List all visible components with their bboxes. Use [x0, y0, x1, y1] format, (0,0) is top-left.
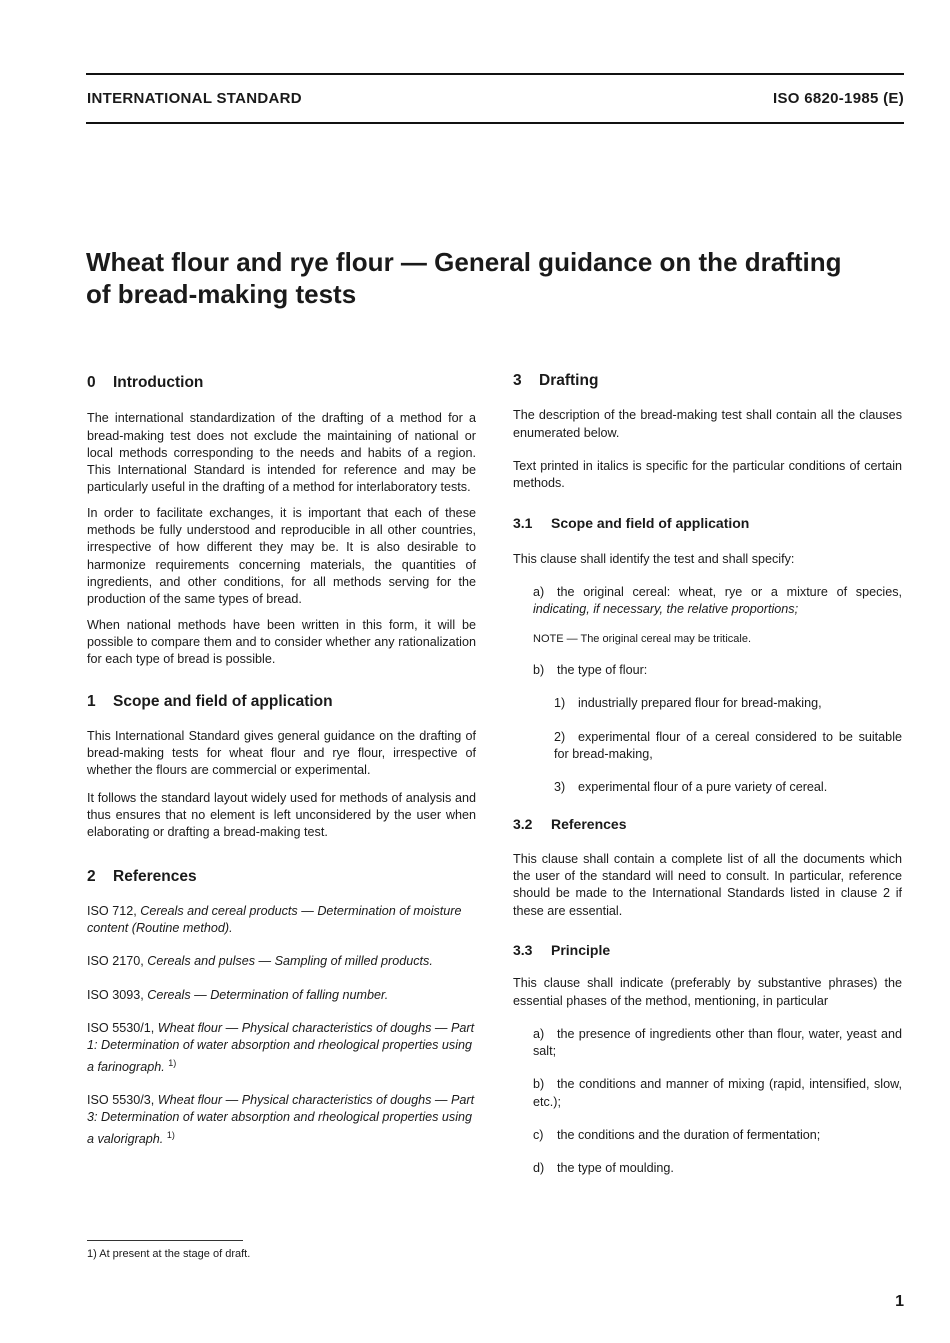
section-number: 3.3	[513, 941, 533, 958]
section-title: Scope and field of application	[551, 515, 750, 532]
section-title: References	[113, 867, 197, 885]
reference-item: ISO 5530/1, Wheat flour — Physical characteristics of doughs — Part 1: Determination of water absorption and rheological properties using a farinograph. $^{1)}$	[87, 1021, 475, 1074]
list-item: d) the type of moulding.	[533, 1161, 674, 1176]
right-column	[513, 372, 902, 1178]
references-clause-paragraph: This clause shall contain a complete list of all the documents which the user of the standard will need to consult. In particular, reference should be made to the International Standards listed in clause 2 if these are essential.	[513, 851, 902, 918]
drafting-paragraph-1: The description of the bread-making test shall contain all the clauses enumerated below.	[513, 408, 902, 440]
footnote-marker: 1)	[168, 1057, 177, 1068]
section-1-heading	[87, 693, 476, 710]
section-number: 3.1	[513, 515, 533, 532]
principle-intro: This clause shall indicate (preferably by substantive phrases) the essential phases of the method, mentioning, in particular	[513, 976, 902, 1008]
intro-paragraph-1: The international standardization of the drafting of a method for a bread-making test does not exclude the maintaining of national or local methods corresponding to the needs and habits of a region. This International Standard is intended for reference and may be particularly useful in the drafting of a method for interlaboratory tests.	[87, 411, 476, 495]
list-item-b: b) the type of flour:	[533, 662, 648, 677]
scope-paragraph-2: It follows the standard layout widely used for methods of analysis and thus ensures that no element is left unconsidered by the user when elaborating or drafting a bread-making test.	[87, 790, 476, 840]
list-item: c) the conditions and the duration of fermentation;	[533, 1128, 821, 1143]
note: NOTE — The original cereal may be triticale.	[533, 632, 752, 645]
section-title: Drafting	[539, 372, 599, 389]
section-3-heading	[513, 372, 902, 389]
header-bottom-rule	[86, 122, 904, 124]
section-title: Introduction	[113, 374, 204, 391]
section-3-3-heading	[513, 942, 902, 959]
reference-item: ISO 3093, Cereals — Determination of falling number.	[87, 987, 389, 1002]
section-title: Scope and field of application	[113, 693, 333, 711]
list-item: b) the conditions and manner of mixing (rapid, intensified, slow, etc.);	[533, 1077, 902, 1109]
footnote-rule	[87, 1240, 243, 1241]
section-number: 2	[87, 867, 96, 885]
reference-item: ISO 2170, Cereals and pulses — Sampling of milled products.	[87, 954, 433, 969]
footnote-marker: 1)	[166, 1129, 175, 1140]
section-number: 1	[87, 693, 96, 711]
intro-paragraph-2: In order to facilitate exchanges, it is important that each of these methods be fully understood and reproducible in all other countries, irrespective of how different they may be. It is also desirable to harmonize requirements concerning materials, the quantities of ingredients, and other conditions, for all methods serving for the production of the same types of bread.	[87, 505, 476, 607]
left-column	[87, 372, 476, 1148]
section-number: 3	[513, 372, 522, 389]
intro-paragraph-3: When national methods have been written in this form, it will be possible to compare them and to consider whether any rationalization for each type of bread is possible.	[87, 617, 476, 667]
section-3-2-heading	[513, 816, 902, 833]
reference-item: ISO 712, Cereals and cereal products — Determination of moisture content (Routine method).	[87, 903, 462, 936]
scope-intro: This clause shall identify the test and shall specify:	[513, 551, 795, 566]
standard-number: ISO 6820-1985 (E)	[772, 90, 904, 107]
section-2-heading	[87, 868, 476, 885]
scope-paragraph-1: This International Standard gives general guidance on the drafting of bread-making tests for wheat flour and rye flour, irrespective of whether the flours are commercial or experimental.	[87, 728, 476, 778]
page-number: 1	[895, 1293, 904, 1310]
document-title: Wheat flour and rye flour — General guidance on the drafting of bread-making tests	[86, 247, 842, 309]
header-top-rule	[86, 73, 904, 75]
list-item-a: a) the original cereal: wheat, rye or a mixture of species, indicating, if necessary, the relative proportions;	[533, 585, 902, 617]
drafting-paragraph-2: Text printed in italics is specific for the particular conditions of certain methods.	[513, 458, 902, 491]
section-0-heading	[87, 374, 476, 391]
sub-list-item: 2) experimental flour of a cereal considered to be suitable for bread-making,	[554, 729, 902, 761]
list-item: a) the presence of ingredients other than flour, water, yeast and salt;	[533, 1026, 902, 1059]
section-title: References	[551, 816, 627, 833]
sub-list-item: 3) experimental flour of a pure variety of cereal.	[554, 780, 828, 795]
header-label: INTERNATIONAL STANDARD	[87, 90, 302, 107]
section-number: 0	[87, 374, 96, 391]
section-number: 3.2	[513, 816, 533, 833]
section-3-1-heading	[513, 515, 902, 532]
reference-item: ISO 5530/3, Wheat flour — Physical characteristics of doughs — Part 3: Determination of water absorption and rheological properties using a valorigraph. $^{1)}$	[87, 1093, 475, 1146]
section-title: Principle	[551, 941, 611, 958]
footnote: 1) At present at the stage of draft.	[87, 1248, 251, 1260]
sub-list-item: 1) industrially prepared flour for bread-making,	[554, 696, 822, 711]
